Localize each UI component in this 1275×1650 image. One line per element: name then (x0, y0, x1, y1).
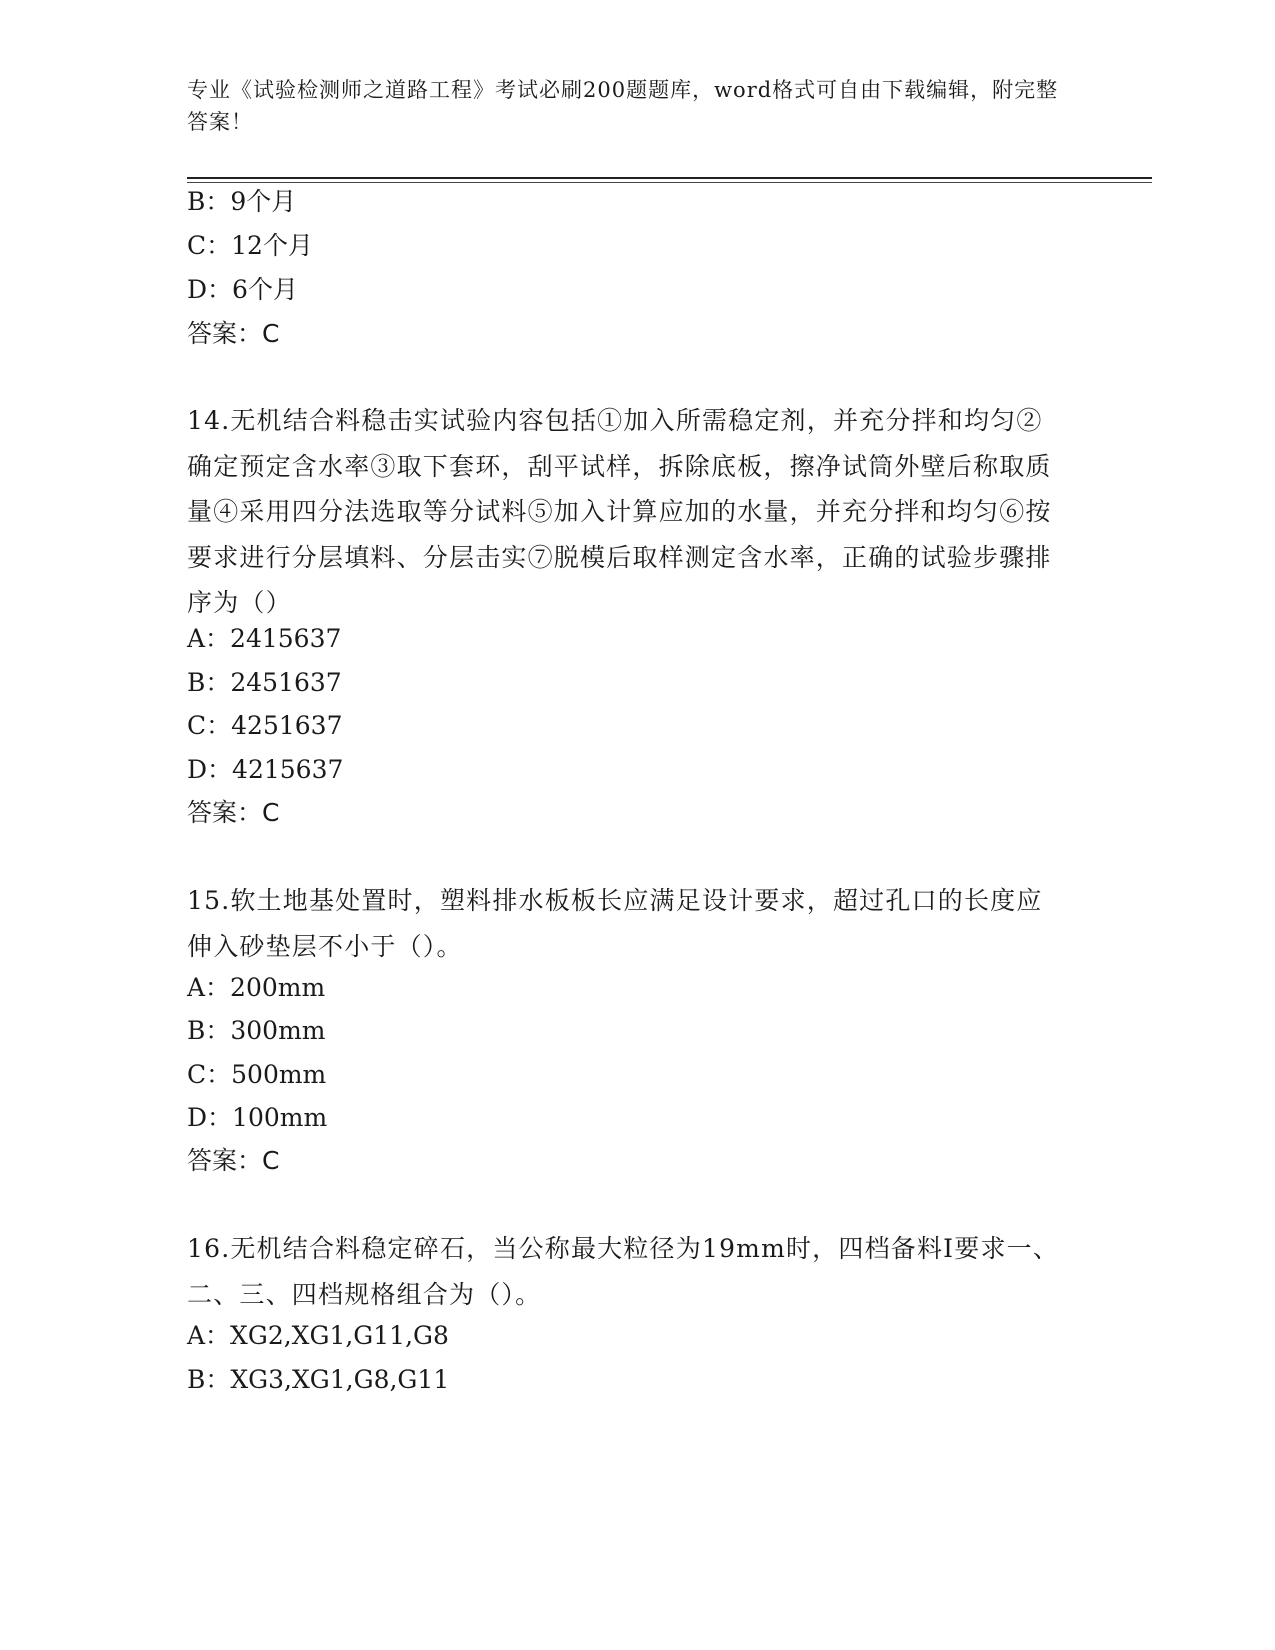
header-divider-thick (187, 177, 1152, 179)
q13-option-b: B：9个月 (187, 187, 297, 216)
q14-option-a: A：2415637 (187, 624, 342, 653)
q14-option-b: B：2451637 (187, 668, 342, 697)
q15-answer: 答案：C (187, 1146, 280, 1175)
q15-option-c: C：500mm (187, 1060, 327, 1089)
q14-text: 14.无机结合料稳击实试验内容包括①加入所需稳定剂，并充分拌和均匀②确定预定含水率③取下套环，刮平试样，拆除底板，擦净试筒外壁后称取质量④采用四分法选取等分试料⑤加入计算应加的水量，并充分拌和均匀⑥按要求进行分层填料、分层击实⑦脱模后取样测定含水率，正确的试验步骤排序为（） (187, 406, 1052, 617)
q14-option-c: C：4251637 (187, 711, 343, 740)
q13-option-d: D：6个月 (187, 275, 298, 304)
document-header: 专业《试验检测师之道路工程》考试必刷200题题库，word格式可自由下载编辑，附完整答案！ (187, 78, 1059, 134)
q16-option-b: B：XG3,XG1,G8,G11 (187, 1365, 450, 1394)
q15-text: 15.软土地基处置时，塑料排水板板长应满足设计要求，超过孔口的长度应伸入砂垫层不小于（）。 (187, 886, 1043, 961)
header-divider-thin (187, 182, 1152, 183)
q16-option-a: A：XG2,XG1,G11,G8 (187, 1321, 449, 1350)
q15-option-d: D：100mm (187, 1103, 328, 1132)
q13-option-c: C：12个月 (187, 231, 313, 260)
q14-answer: 答案：C (187, 798, 280, 827)
q16-text: 16.无机结合料稳定碎石，当公称最大粒径为19mm时，四档备料I要求一、二、三、四档规格组合为（）。 (187, 1234, 1060, 1309)
q13-answer: 答案：C (187, 319, 280, 348)
q14-option-d: D：4215637 (187, 755, 344, 784)
q15-option-b: B：300mm (187, 1016, 326, 1045)
q15-option-a: A：200mm (187, 973, 326, 1002)
